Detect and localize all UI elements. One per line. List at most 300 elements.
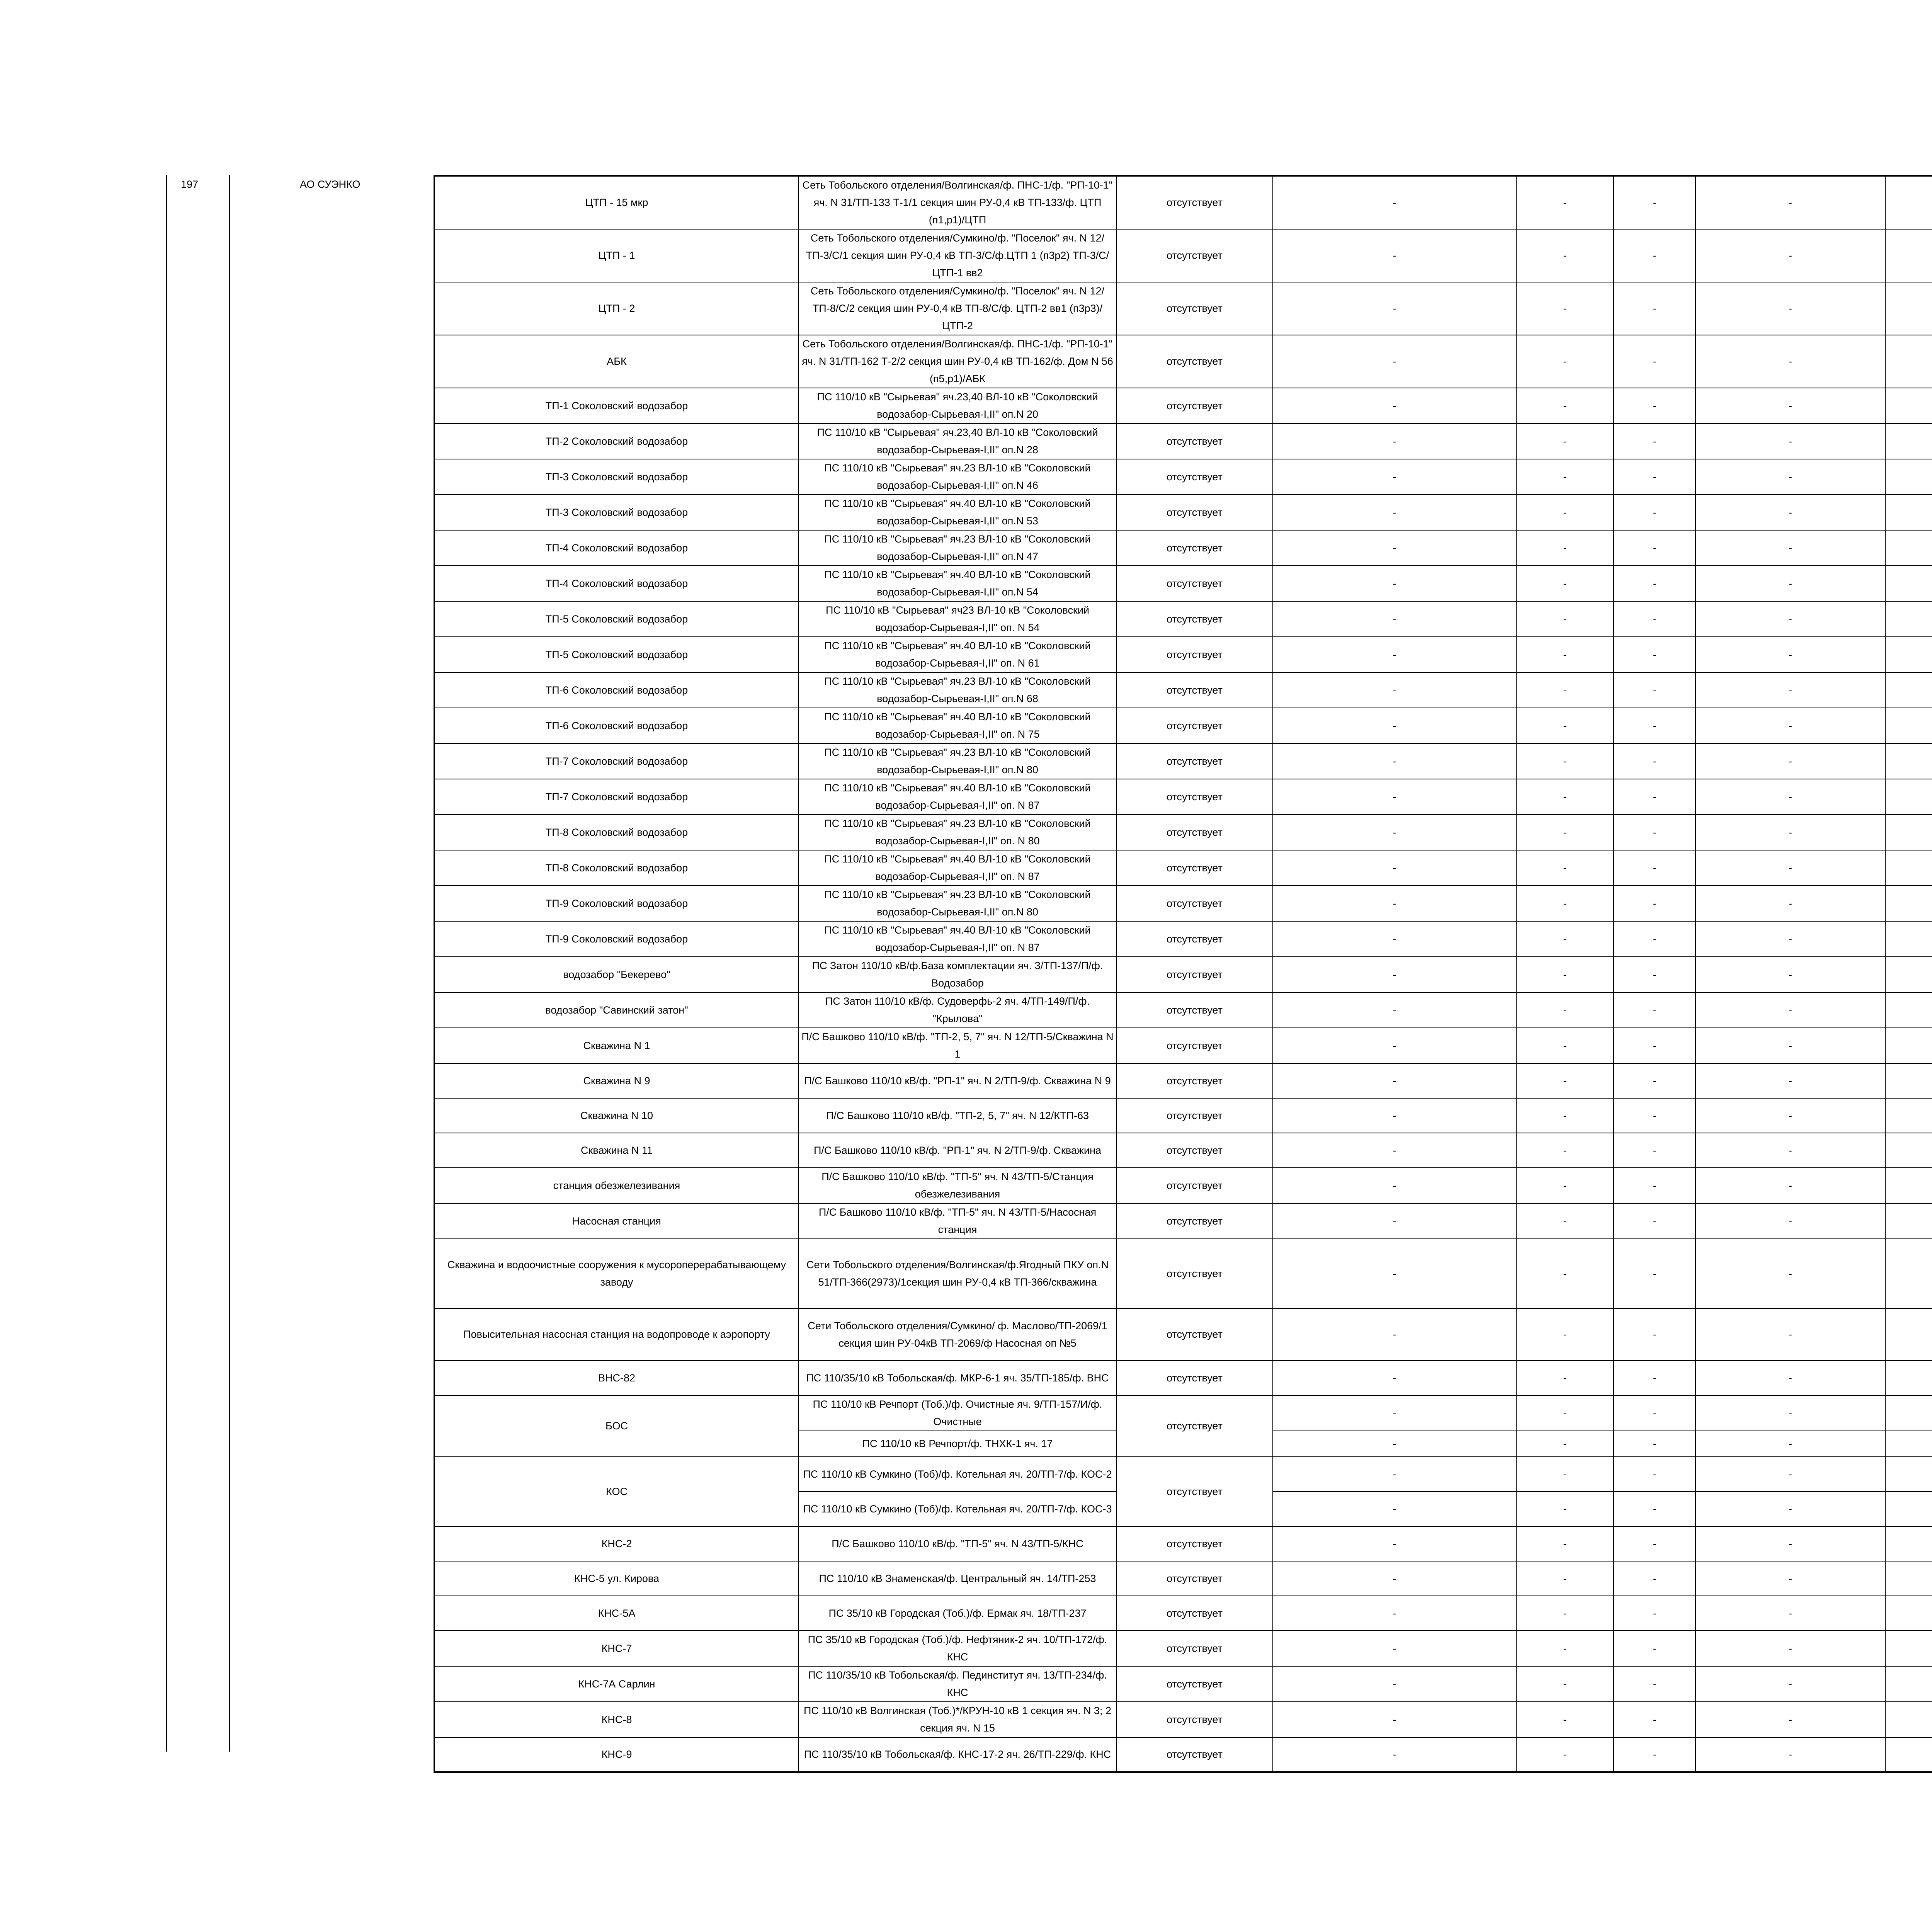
dash-cell: - [1696, 815, 1885, 850]
dash-cell: - [1516, 815, 1614, 850]
dash-cell: - [1516, 1666, 1614, 1702]
dash-cell: - [1696, 992, 1885, 1028]
object-name-cell: ЦТП - 15 мкр [434, 176, 799, 229]
dash-cell: - [1614, 1063, 1696, 1098]
dash-cell: - [1614, 815, 1696, 850]
dash-cell [1885, 1203, 1932, 1239]
dash-cell: - [1273, 708, 1516, 743]
power-source-cell: П/С Башково 110/10 кВ/ф. "РП-1" яч. N 2/ТП-9/ф. Скважина N 9 [799, 1063, 1116, 1098]
dash-cell: - [1614, 566, 1696, 601]
table-row [434, 388, 1932, 424]
dash-cell: - [1273, 495, 1516, 530]
power-source-cell: ПС 35/10 кВ Городская (Тоб.)/ф. Нефтяник-2 яч. 10/ТП-172/ф. КНС [799, 1631, 1116, 1666]
dash-cell [1885, 1666, 1932, 1702]
dash-cell: - [1273, 1457, 1516, 1492]
object-name-cell: Скважина и водоочистные сооружения к мусороперерабатывающему заводу [434, 1239, 799, 1308]
dash-cell: - [1273, 530, 1516, 566]
object-name-cell: КНС-7А Сарлин [434, 1666, 799, 1702]
dash-cell: - [1273, 1361, 1516, 1395]
power-source-cell: ПС 35/10 кВ Городская (Тоб.)/ф. Ермак яч. 18/ТП-237 [799, 1596, 1116, 1631]
dash-cell: - [1696, 1492, 1885, 1526]
power-source-cell: П/С Башково 110/10 кВ/ф. "ТП-2, 5, 7" яч. N 12/КТП-63 [799, 1098, 1116, 1133]
power-source-cell: ПС 110/10 кВ "Сырьевая" яч.40 ВЛ-10 кВ "Соколовский водозабор-Сырьевая-I,II" оп.N 54 [799, 566, 1116, 601]
object-name-cell: Насосная станция [434, 1203, 799, 1239]
power-source-cell: ПС 110/10 кВ "Сырьевая" яч.23 ВЛ-10 кВ "Соколовский водозабор-Сырьевая-I,II" оп. N 80 [799, 815, 1116, 850]
dash-cell: - [1516, 1361, 1614, 1395]
dash-cell [1885, 992, 1932, 1028]
organization-name: АО СУЭНКО [300, 179, 361, 190]
power-source-cell: ПС 110/10 кВ Знаменская/ф. Центральный яч. 14/ТП-253 [799, 1561, 1116, 1596]
dash-cell: - [1273, 1133, 1516, 1168]
dash-cell: - [1273, 1631, 1516, 1666]
dash-cell [1885, 743, 1932, 779]
object-name-cell: КНС-5А [434, 1596, 799, 1631]
dash-cell [1885, 459, 1932, 495]
dash-cell: - [1516, 1098, 1614, 1133]
power-source-cell: ПС 110/10 кВ "Сырьевая" яч.23 ВЛ-10 кВ "Соколовский водозабор-Сырьевая-I,II" оп.N 80 [799, 743, 1116, 779]
dash-cell: - [1273, 424, 1516, 459]
dash-cell: - [1614, 1666, 1696, 1702]
table-row [434, 637, 1932, 672]
dash-cell: - [1516, 886, 1614, 921]
dash-cell: - [1614, 530, 1696, 566]
dash-cell: - [1696, 1239, 1885, 1308]
dash-cell: - [1273, 1431, 1516, 1457]
status-cell: отсутствует [1116, 1063, 1273, 1098]
dash-cell: - [1614, 1028, 1696, 1063]
dash-cell: - [1516, 1526, 1614, 1561]
power-source-cell: П/С Башково 110/10 кВ/ф. "РП-1" яч. N 2/ТП-9/ф. Скважина [799, 1133, 1116, 1168]
dash-cell: - [1696, 1308, 1885, 1361]
dash-cell: - [1273, 1168, 1516, 1203]
status-cell: отсутствует [1116, 1526, 1273, 1561]
dash-cell: - [1614, 601, 1696, 637]
dash-cell: - [1696, 1395, 1885, 1431]
table-row [434, 1596, 1932, 1631]
dash-cell: - [1273, 1063, 1516, 1098]
dash-cell: - [1614, 424, 1696, 459]
dash-cell [1885, 779, 1932, 815]
status-cell: отсутствует [1116, 176, 1273, 229]
table-row [434, 708, 1932, 743]
status-cell: отсутствует [1116, 530, 1273, 566]
dash-cell: - [1614, 282, 1696, 335]
status-cell: отсутствует [1116, 1395, 1273, 1457]
dash-cell: - [1273, 957, 1516, 992]
table-row [434, 566, 1932, 601]
dash-cell [1885, 957, 1932, 992]
status-cell: отсутствует [1116, 459, 1273, 495]
table-row [434, 992, 1932, 1028]
dash-cell: - [1614, 779, 1696, 815]
dash-cell: - [1614, 886, 1696, 921]
power-source-cell: ПС 110/10 кВ "Сырьевая" яч.23,40 ВЛ-10 кВ "Соколовский водозабор-Сырьевая-I,II" оп.N 28 [799, 424, 1116, 459]
dash-cell: - [1614, 1596, 1696, 1631]
dash-cell: - [1614, 1098, 1696, 1133]
object-name-cell: КНС-9 [434, 1737, 799, 1772]
dash-cell [1885, 1098, 1932, 1133]
dash-cell: - [1273, 637, 1516, 672]
dash-cell: - [1696, 335, 1885, 388]
table-row [434, 921, 1932, 957]
dash-cell: - [1614, 1526, 1696, 1561]
dash-cell [1885, 1561, 1932, 1596]
dash-cell [1885, 815, 1932, 850]
dash-cell: - [1273, 921, 1516, 957]
power-source-cell: ПС 110/10 кВ Речпорт (Тоб.)/ф. Очистные яч. 9/ТП-157/И/ф. Очистные [799, 1395, 1116, 1431]
dash-cell: - [1273, 229, 1516, 282]
dash-cell: - [1516, 335, 1614, 388]
dash-cell: - [1614, 1631, 1696, 1666]
status-cell: отсутствует [1116, 601, 1273, 637]
dash-cell: - [1696, 1737, 1885, 1772]
dash-cell: - [1614, 1737, 1696, 1772]
status-cell: отсутствует [1116, 1133, 1273, 1168]
status-cell: отсутствует [1116, 637, 1273, 672]
dash-cell: - [1614, 1395, 1696, 1431]
status-cell: отсутствует [1116, 957, 1273, 992]
dash-cell [1885, 1431, 1932, 1457]
table-row [434, 601, 1932, 637]
object-name-cell: КНС-5 ул. Кирова [434, 1561, 799, 1596]
table-row [434, 229, 1932, 282]
dash-cell: - [1516, 282, 1614, 335]
dash-cell: - [1273, 850, 1516, 886]
status-cell: отсутствует [1116, 1203, 1273, 1239]
dash-cell: - [1516, 424, 1614, 459]
status-cell: отсутствует [1116, 815, 1273, 850]
table-row [434, 1737, 1932, 1772]
table-row [434, 672, 1932, 708]
table-row [434, 282, 1932, 335]
dash-cell: - [1516, 992, 1614, 1028]
dash-cell: - [1273, 1596, 1516, 1631]
dash-cell: - [1516, 743, 1614, 779]
dash-cell: - [1516, 1631, 1614, 1666]
status-cell: отсутствует [1116, 992, 1273, 1028]
dash-cell [1885, 637, 1932, 672]
dash-cell: - [1516, 495, 1614, 530]
dash-cell [1885, 388, 1932, 424]
dash-cell: - [1614, 176, 1696, 229]
object-name-cell: ТП-8 Соколовский водозабор [434, 815, 799, 850]
power-source-cell: ПС 110/10 кВ "Сырьевая" яч.40 ВЛ-10 кВ "Соколовский водозабор-Сырьевая-I,II" оп. N 75 [799, 708, 1116, 743]
dash-cell: - [1614, 1361, 1696, 1395]
table-row [434, 1133, 1932, 1168]
power-source-cell: Сеть Тобольского отделения/Сумкино/ф. "Поселок" яч. N 12/ТП-8/С/2 секция шин РУ-0,4 кВ ТП-8/С/ф. ЦТП-2 вв1 (п3р3)/ЦТП-2 [799, 282, 1116, 335]
dash-cell: - [1696, 601, 1885, 637]
object-name-cell: АБК [434, 335, 799, 388]
status-cell: отсутствует [1116, 229, 1273, 282]
dash-cell: - [1273, 886, 1516, 921]
dash-cell: - [1516, 1168, 1614, 1203]
dash-cell: - [1273, 1028, 1516, 1063]
dash-cell: - [1696, 672, 1885, 708]
dash-cell: - [1516, 1431, 1614, 1457]
dash-cell [1885, 1457, 1932, 1492]
object-name-cell: БОС [434, 1395, 799, 1457]
power-source-cell: ПС 110/10 кВ Волгинская (Тоб.)*/КРУН-10 кВ 1 секция яч. N 3; 2 секция яч. N 15 [799, 1702, 1116, 1737]
dash-cell [1885, 1631, 1932, 1666]
dash-cell: - [1696, 1431, 1885, 1457]
dash-cell: - [1516, 1028, 1614, 1063]
status-cell: отсутствует [1116, 921, 1273, 957]
power-source-cell: Сеть Тобольского отделения/Сумкино/ф. "Поселок" яч. N 12/ТП-3/С/1 секция шин РУ-0,4 кВ ТП-3/С/ф.ЦТП 1 (п3р2) ТП-3/С/ЦТП-1 вв2 [799, 229, 1116, 282]
dash-cell: - [1696, 176, 1885, 229]
dash-cell: - [1273, 672, 1516, 708]
dash-cell: - [1614, 229, 1696, 282]
dash-cell [1885, 1028, 1932, 1063]
power-source-cell: Сети Тобольского отделения/Сумкино/ ф. Маслово/ТП-2069/1 секция шин РУ-04кВ ТП-2069/ф Насосная оп №5 [799, 1308, 1116, 1361]
dash-cell: - [1273, 601, 1516, 637]
table-row [434, 1063, 1932, 1098]
table-row [434, 850, 1932, 886]
dash-cell: - [1696, 1361, 1885, 1395]
dash-cell [1885, 176, 1932, 229]
dash-cell: - [1696, 1631, 1885, 1666]
power-source-cell: ПС 110/35/10 кВ Тобольская/ф. МКР-6-1 яч. 35/ТП-185/ф. ВНС [799, 1361, 1116, 1395]
status-cell: отсутствует [1116, 1702, 1273, 1737]
dash-cell: - [1696, 424, 1885, 459]
dash-cell: - [1273, 335, 1516, 388]
table-row [434, 1168, 1932, 1203]
status-cell: отсутствует [1116, 886, 1273, 921]
dash-cell: - [1516, 1063, 1614, 1098]
status-cell: отсутствует [1116, 1631, 1273, 1666]
power-source-cell: ПС 110/10 кВ "Сырьевая" яч.23 ВЛ-10 кВ "Соколовский водозабор-Сырьевая-I,II" оп.N 80 [799, 886, 1116, 921]
dash-cell: - [1696, 1203, 1885, 1239]
power-source-cell: ПС 110/10 кВ "Сырьевая" яч.23 ВЛ-10 кВ "Соколовский водозабор-Сырьевая-I,II" оп.N 46 [799, 459, 1116, 495]
table-row [434, 1457, 1932, 1492]
dash-cell: - [1516, 1596, 1614, 1631]
power-source-cell: П/С Башково 110/10 кВ/ф. "ТП-2, 5, 7" яч. N 12/ТП-5/Скважина N 1 [799, 1028, 1116, 1063]
dash-cell: - [1696, 1666, 1885, 1702]
power-source-cell: ПС 110/10 кВ "Сырьевая" яч23 ВЛ-10 кВ "Соколовский водозабор-Сырьевая-I,II" оп. N 54 [799, 601, 1116, 637]
dash-cell: - [1516, 1457, 1614, 1492]
status-cell: отсутствует [1116, 424, 1273, 459]
dash-cell: - [1273, 1666, 1516, 1702]
dash-cell: - [1516, 601, 1614, 637]
dash-cell: - [1273, 1308, 1516, 1361]
dash-cell: - [1273, 743, 1516, 779]
status-cell: отсутствует [1116, 779, 1273, 815]
table-row [434, 335, 1932, 388]
dash-cell: - [1614, 495, 1696, 530]
table-row [434, 743, 1932, 779]
dash-cell [1885, 1239, 1932, 1308]
left-border-line [229, 175, 230, 1752]
table-row [434, 1203, 1932, 1239]
dash-cell: - [1516, 1203, 1614, 1239]
dash-cell: - [1614, 1133, 1696, 1168]
dash-cell: - [1696, 566, 1885, 601]
table-row [434, 1702, 1932, 1737]
dash-cell: - [1273, 1492, 1516, 1526]
status-cell: отсутствует [1116, 708, 1273, 743]
dash-cell: - [1516, 1561, 1614, 1596]
dash-cell: - [1273, 1098, 1516, 1133]
status-cell: отсутствует [1116, 1168, 1273, 1203]
dash-cell: - [1614, 672, 1696, 708]
dash-cell [1885, 530, 1932, 566]
dash-cell: - [1614, 335, 1696, 388]
table-row [434, 1395, 1932, 1431]
dash-cell [1885, 1737, 1932, 1772]
object-name-cell: ТП-5 Соколовский водозабор [434, 637, 799, 672]
dash-cell: - [1614, 1308, 1696, 1361]
object-name-cell: ТП-8 Соколовский водозабор [434, 850, 799, 886]
object-name-cell: ТП-6 Соколовский водозабор [434, 672, 799, 708]
power-source-cell: ПС 110/10 кВ "Сырьевая" яч.40 ВЛ-10 кВ "Соколовский водозабор-Сырьевая-I,II" оп.N 53 [799, 495, 1116, 530]
dash-cell: - [1516, 1737, 1614, 1772]
table-row [434, 459, 1932, 495]
power-source-cell: П/С Башково 110/10 кВ/ф. "ТП-5" яч. N 43/ТП-5/КНС [799, 1526, 1116, 1561]
dash-cell [1885, 1133, 1932, 1168]
dash-cell: - [1516, 459, 1614, 495]
dash-cell [1885, 921, 1932, 957]
object-name-cell: ТП-5 Соколовский водозабор [434, 601, 799, 637]
dash-cell: - [1273, 1203, 1516, 1239]
dash-cell: - [1273, 1737, 1516, 1772]
table-row [434, 1526, 1932, 1561]
object-name-cell: ТП-4 Соколовский водозабор [434, 530, 799, 566]
dash-cell: - [1696, 495, 1885, 530]
object-name-cell: ТП-9 Соколовский водозабор [434, 886, 799, 921]
dash-cell: - [1273, 1239, 1516, 1308]
dash-cell: - [1696, 921, 1885, 957]
table-row [434, 1361, 1932, 1395]
table-row [434, 886, 1932, 921]
power-source-cell: ПС 110/10 кВ "Сырьевая" яч.40 ВЛ-10 кВ "Соколовский водозабор-Сырьевая-I,II" оп. N 87 [799, 850, 1116, 886]
dash-cell [1885, 850, 1932, 886]
dash-cell: - [1696, 1063, 1885, 1098]
status-cell: отсутствует [1116, 1596, 1273, 1631]
object-name-cell: ТП-3 Соколовский водозабор [434, 459, 799, 495]
table-row [434, 779, 1932, 815]
row-index: 197 [181, 179, 199, 190]
dash-cell: - [1614, 850, 1696, 886]
dash-cell: - [1273, 815, 1516, 850]
dash-cell: - [1696, 743, 1885, 779]
object-name-cell: КНС-7 [434, 1631, 799, 1666]
object-name-cell: ТП-6 Соколовский водозабор [434, 708, 799, 743]
dash-cell: - [1696, 1457, 1885, 1492]
power-source-cell: ПС Затон 110/10 кВ/ф. Судоверфь-2 яч. 4/ТП-149/П/ф. "Крылова" [799, 992, 1116, 1028]
dash-cell: - [1614, 957, 1696, 992]
status-cell: отсутствует [1116, 672, 1273, 708]
dash-cell: - [1273, 459, 1516, 495]
table-row [434, 1631, 1932, 1666]
table-row [434, 530, 1932, 566]
dash-cell: - [1696, 1596, 1885, 1631]
left-border-line [166, 175, 167, 1752]
table-row [434, 1666, 1932, 1702]
table-row [434, 176, 1932, 229]
dash-cell: - [1614, 1702, 1696, 1737]
dash-cell [1885, 1702, 1932, 1737]
status-cell: отсутствует [1116, 1361, 1273, 1395]
dash-cell: - [1614, 1457, 1696, 1492]
object-name-cell: водозабор "Савинский затон" [434, 992, 799, 1028]
dash-cell: - [1614, 921, 1696, 957]
dash-cell: - [1516, 1395, 1614, 1431]
dash-cell: - [1696, 1561, 1885, 1596]
dash-cell [1885, 335, 1932, 388]
dash-cell: - [1273, 1395, 1516, 1431]
object-name-cell: ЦТП - 2 [434, 282, 799, 335]
object-name-cell: ТП-7 Соколовский водозабор [434, 743, 799, 779]
dash-cell: - [1696, 530, 1885, 566]
dash-cell [1885, 1395, 1932, 1431]
object-name-cell: КНС-8 [434, 1702, 799, 1737]
status-cell: отсутствует [1116, 282, 1273, 335]
dash-cell: - [1614, 1203, 1696, 1239]
status-cell: отсутствует [1116, 1308, 1273, 1361]
dash-cell: - [1696, 850, 1885, 886]
dash-cell: - [1516, 566, 1614, 601]
dash-cell: - [1614, 743, 1696, 779]
status-cell: отсутствует [1116, 1098, 1273, 1133]
dash-cell: - [1614, 1431, 1696, 1457]
power-source-cell: ПС 110/35/10 кВ Тобольская/ф. КНС-17-2 яч. 26/ТП-229/ф. КНС [799, 1737, 1116, 1772]
status-cell: отсутствует [1116, 335, 1273, 388]
object-name-cell: КОС [434, 1457, 799, 1526]
status-cell: отсутствует [1116, 388, 1273, 424]
dash-cell [1885, 229, 1932, 282]
status-cell: отсутствует [1116, 1239, 1273, 1308]
dash-cell: - [1614, 388, 1696, 424]
status-cell: отсутствует [1116, 850, 1273, 886]
dash-cell: - [1696, 957, 1885, 992]
dash-cell: - [1696, 637, 1885, 672]
status-cell: отсутствует [1116, 1561, 1273, 1596]
power-source-cell: Сеть Тобольского отделения/Волгинская/ф. ПНС-1/ф. "РП-10-1" яч. N 31/ТП-162 Т-2/2 секция шин РУ-0,4 кВ ТП-162/ф. Дом N 56 (п5,р1)/АБК [799, 335, 1116, 388]
object-name-cell: ВНС-82 [434, 1361, 799, 1395]
dash-cell: - [1516, 1133, 1614, 1168]
dash-cell: - [1516, 1702, 1614, 1737]
dash-cell: - [1696, 1168, 1885, 1203]
dash-cell: - [1614, 992, 1696, 1028]
dash-cell: - [1516, 921, 1614, 957]
dash-cell [1885, 1168, 1932, 1203]
power-source-cell: ПС 110/10 кВ "Сырьевая" яч.40 ВЛ-10 кВ "Соколовский водозабор-Сырьевая-I,II" оп. N 87 [799, 779, 1116, 815]
dash-cell [1885, 601, 1932, 637]
dash-cell: - [1273, 388, 1516, 424]
power-source-cell: ПС 110/10 кВ "Сырьевая" яч.23,40 ВЛ-10 кВ "Соколовский водозабор-Сырьевая-I,II" оп.N 20 [799, 388, 1116, 424]
table-row [434, 1028, 1932, 1063]
dash-cell [1885, 708, 1932, 743]
dash-cell: - [1273, 1561, 1516, 1596]
dash-cell: - [1273, 282, 1516, 335]
power-source-cell: ПС 110/35/10 кВ Тобольская/ф. Пединститут яч. 13/ТП-234/ф. КНС [799, 1666, 1116, 1702]
dash-cell: - [1516, 229, 1614, 282]
dash-cell [1885, 1492, 1932, 1526]
status-cell: отсутствует [1116, 743, 1273, 779]
dash-cell: - [1516, 708, 1614, 743]
dash-cell: - [1516, 388, 1614, 424]
table-row [434, 815, 1932, 850]
dash-cell [1885, 672, 1932, 708]
dash-cell [1885, 1526, 1932, 1561]
dash-cell: - [1614, 1239, 1696, 1308]
power-source-cell: ПС 110/10 кВ Речпорт/ф. ТНХК-1 яч. 17 [799, 1431, 1116, 1457]
status-cell: отсутствует [1116, 1457, 1273, 1526]
object-name-cell: ТП-4 Соколовский водозабор [434, 566, 799, 601]
dash-cell [1885, 1063, 1932, 1098]
power-source-cell: ПС 110/10 кВ Сумкино (Тоб)/ф. Котельная яч. 20/ТП-7/ф. КОС-2 [799, 1457, 1116, 1492]
object-name-cell: водозабор "Бекерево" [434, 957, 799, 992]
dash-cell [1885, 424, 1932, 459]
